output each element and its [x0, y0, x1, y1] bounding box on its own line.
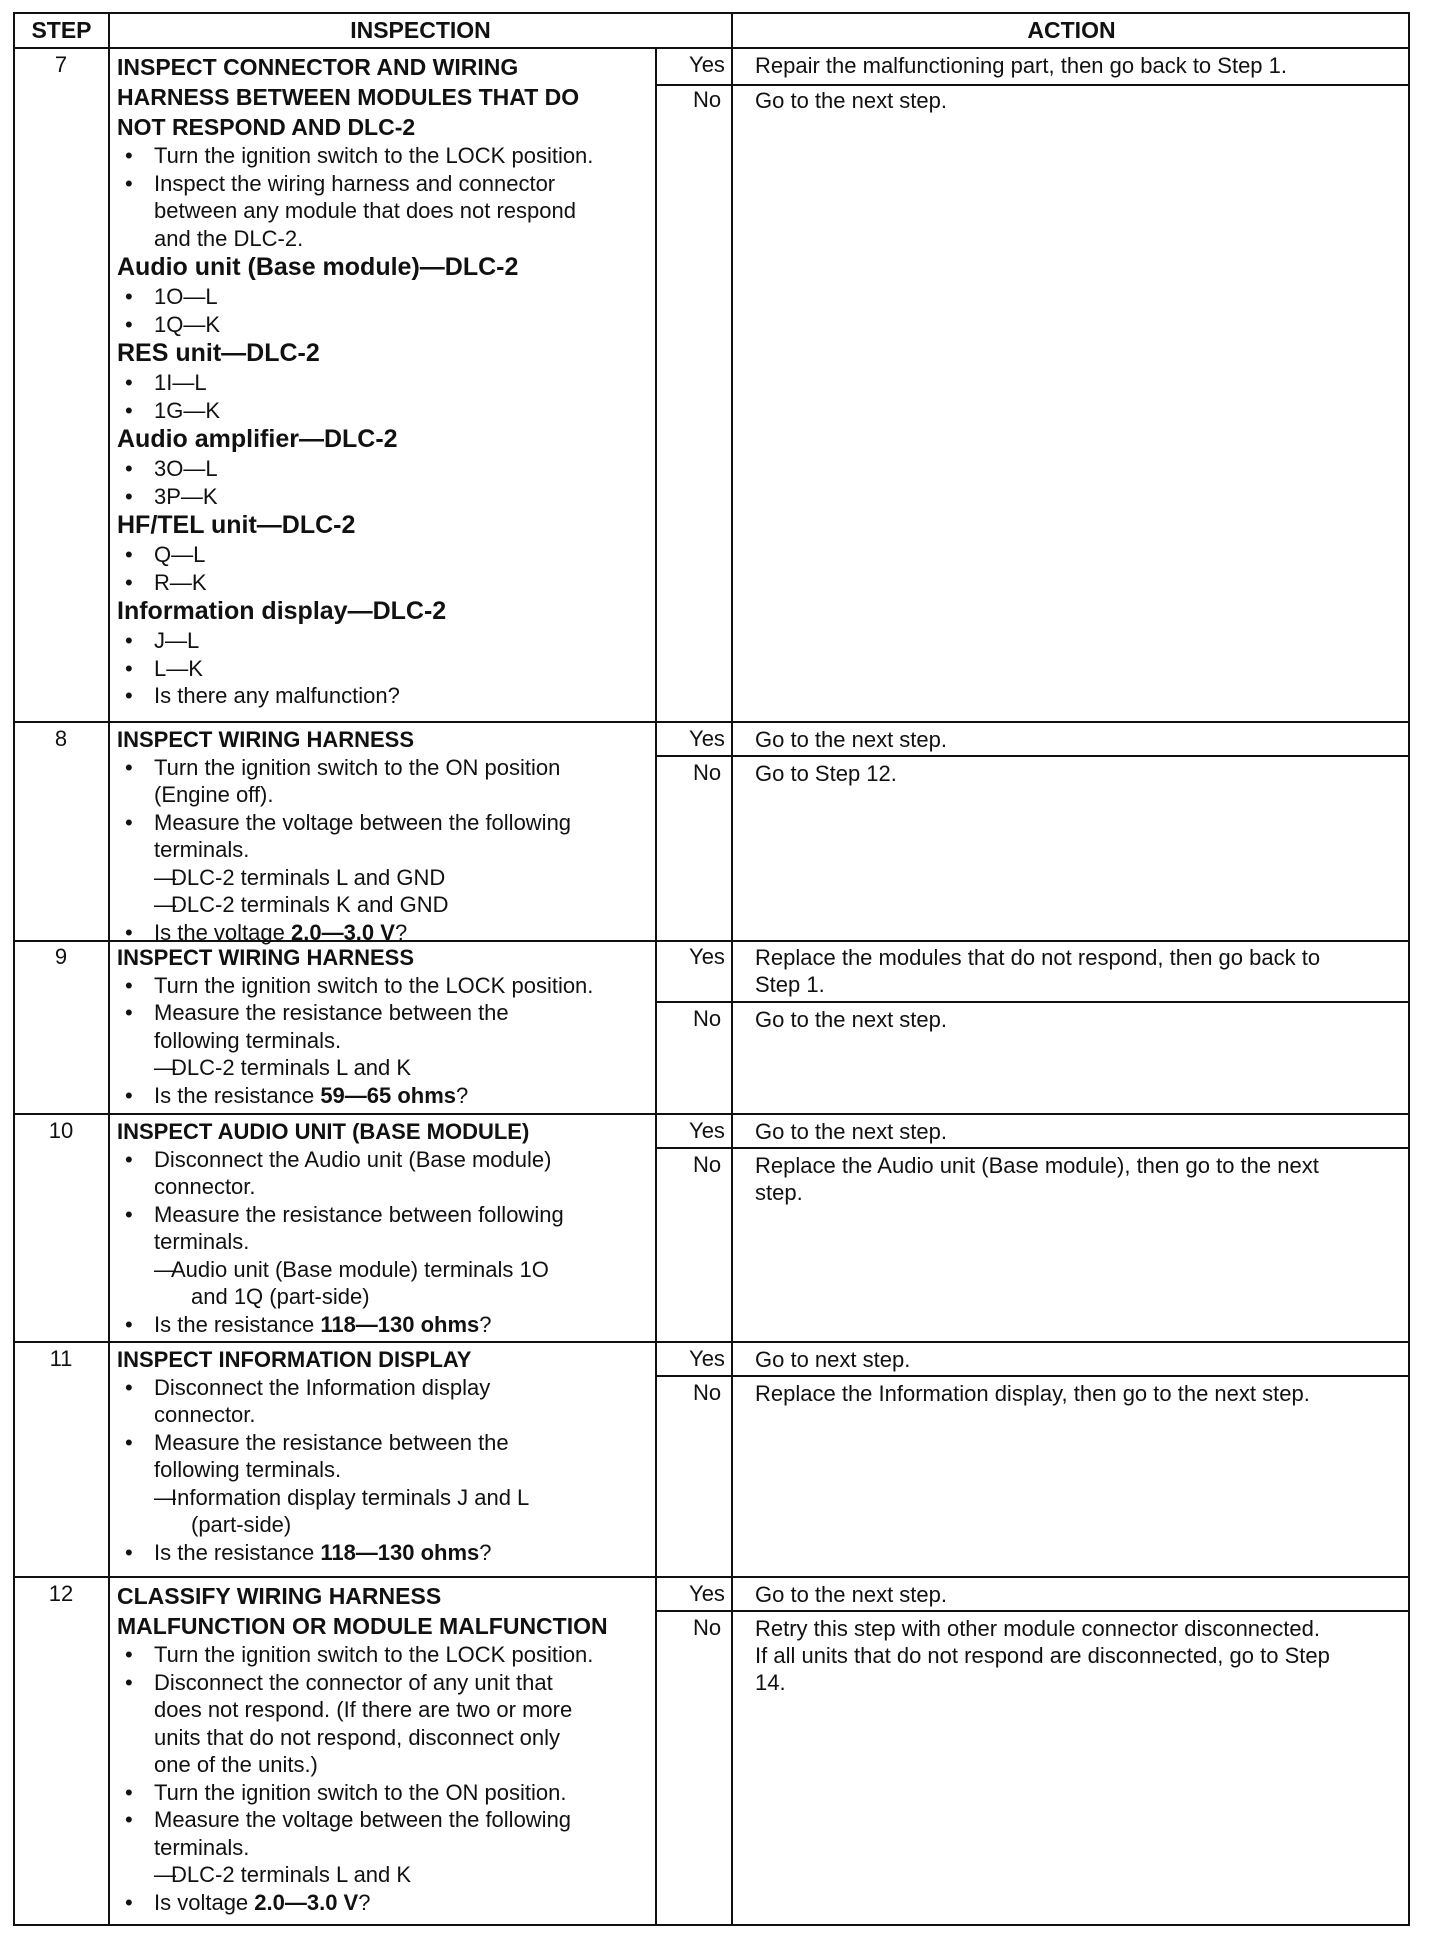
no-label: No	[692, 1615, 722, 1640]
bullet-item: • Turn the ignition switch to the LOCK position.	[117, 142, 662, 170]
bullet-continuation: terminals.	[154, 837, 250, 862]
terminal-pair: • L—K	[117, 655, 662, 683]
yes-label: Yes	[689, 52, 725, 77]
bullet-continuation: between any module that does not respond	[154, 198, 576, 223]
module-heading: Audio unit (Base module)—DLC-2	[117, 253, 519, 281]
row-divider	[15, 1341, 1408, 1343]
step-title-line: NOT RESPOND AND DLC-2	[117, 114, 416, 140]
step-title: INSPECT INFORMATION DISPLAY	[117, 1347, 472, 1372]
bullet-continuation: terminals.	[154, 1229, 250, 1254]
yes-action: Go to the next step.	[755, 1119, 948, 1144]
terminal-line: — DLC-2 terminals L and K	[154, 1862, 412, 1887]
step-number: 12	[48, 1581, 74, 1606]
terminal-pair: • 1Q—K	[117, 311, 662, 339]
bullet-continuation: one of the units.)	[154, 1752, 318, 1777]
terminal-continuation: and 1Q (part-side)	[191, 1284, 370, 1309]
action-line: Retry this step with other module connector disconnected.	[755, 1616, 1320, 1641]
header-divider	[15, 47, 1408, 49]
bullet-item: • Inspect the wiring harness and connector	[117, 170, 662, 198]
yes-no-divider	[655, 1001, 1408, 1003]
step-10-inspection	[117, 1118, 662, 1338]
spec-value: 59—65 ohms	[320, 1082, 457, 1108]
bullet-continuation: following terminals.	[154, 1027, 342, 1053]
question-text: Is the voltage	[154, 919, 291, 945]
row-divider	[15, 1576, 1408, 1578]
header-step: STEP	[31, 17, 92, 43]
yes-no-divider	[655, 84, 1408, 86]
bullet-item: • Disconnect the Information display	[117, 1374, 662, 1402]
no-label: No	[692, 760, 722, 785]
terminal-line: — DLC-2 terminals L and K	[154, 1055, 412, 1080]
bullet-item: • Measure the resistance between the	[117, 1429, 662, 1457]
question-text: Is the resistance	[154, 1082, 321, 1108]
module-heading: Audio amplifier—DLC-2	[117, 425, 398, 453]
yes-no-divider	[655, 1375, 1408, 1377]
question-text: Is the resistance	[154, 1539, 321, 1565]
step-title-line: HARNESS BETWEEN MODULES THAT DO	[117, 84, 580, 110]
no-action: Go to the next step.	[755, 88, 948, 113]
spec-value: 2.0—3.0 V	[254, 1889, 359, 1915]
bullet-continuation: connector.	[154, 1402, 256, 1427]
yes-no-divider	[655, 1610, 1408, 1612]
step-number: 11	[49, 1346, 73, 1371]
question-text: Is voltage	[154, 1889, 255, 1915]
action-line: 14.	[755, 1670, 786, 1695]
yes-no-divider	[655, 755, 1408, 757]
terminal-pair: • Q—L	[117, 541, 662, 569]
no-label: No	[692, 1380, 722, 1405]
question-mark: ?	[394, 919, 408, 945]
terminal-text: DLC-2 terminals L and K	[171, 1055, 412, 1080]
yes-label: Yes	[689, 726, 725, 751]
row-divider	[15, 721, 1408, 723]
yes-action: Go to next step.	[755, 1347, 911, 1372]
question-mark: ?	[479, 1311, 492, 1337]
yes-label: Yes	[689, 1118, 725, 1143]
spec-value: 118—130 ohms	[320, 1539, 480, 1565]
terminal-text: DLC-2 terminals L and K	[171, 1862, 412, 1887]
bullet-continuation: units that do not respond, disconnect only	[154, 1724, 561, 1750]
module-heading: HF/TEL unit—DLC-2	[117, 511, 356, 539]
bullet-item: • Measure the resistance between following	[117, 1201, 662, 1229]
step-number: 8	[54, 726, 68, 751]
terminal-pair: • J—L	[117, 627, 662, 655]
yes-label: Yes	[689, 1346, 725, 1371]
spec-value: 118—130 ohms	[320, 1311, 480, 1337]
yes-action: Repair the malfunctioning part, then go back to Step 1.	[755, 53, 1287, 78]
bullet-item: • Disconnect the connector of any unit that	[117, 1669, 662, 1697]
step-11-inspection	[117, 1346, 662, 1566]
terminal-pair: • 1G—K	[117, 397, 662, 425]
spec-value: 2.0—3.0 V	[290, 919, 395, 945]
question: • Is there any malfunction?	[117, 682, 662, 710]
step-number: 9	[54, 944, 68, 969]
terminal-text: Information display terminals J and L	[171, 1484, 530, 1510]
bullet-continuation: (Engine off).	[154, 782, 274, 807]
question-text: Is the resistance	[154, 1311, 321, 1337]
terminal-text: DLC-2 terminals L and GND	[171, 864, 446, 890]
terminal-line: — DLC-2 terminals K and GND	[154, 892, 449, 917]
terminal-continuation: (part-side)	[191, 1512, 292, 1537]
terminal-line: — Information display terminals J and L	[154, 1484, 530, 1510]
action-line: Replace the Audio unit (Base module), then go to the next	[755, 1153, 1319, 1178]
action-line: If all units that do not respond are disconnected, go to Step	[755, 1643, 1330, 1668]
step-7-inspection	[117, 52, 662, 710]
question	[117, 1082, 662, 1110]
question	[117, 1311, 662, 1339]
bullet-continuation: following terminals.	[154, 1457, 342, 1482]
bullet-item: • Measure the voltage between the following	[117, 1806, 662, 1834]
bullet-item: • Turn the ignition switch to the LOCK position.	[117, 972, 662, 1000]
step-title-line: CLASSIFY WIRING HARNESS	[117, 1583, 442, 1609]
action-line: step.	[755, 1180, 803, 1205]
terminal-line: — DLC-2 terminals L and GND	[154, 864, 446, 890]
bullet-item: • Measure the resistance between the	[117, 999, 662, 1027]
yes-label: Yes	[689, 944, 725, 969]
action-line: Step 1.	[755, 972, 825, 997]
step-title-line: INSPECT CONNECTOR AND WIRING	[117, 54, 519, 80]
terminal-pair: • 1I—L	[117, 369, 662, 397]
yes-no-divider	[655, 1147, 1408, 1149]
question	[117, 919, 662, 947]
step-9-inspection	[117, 944, 662, 1109]
question	[117, 1539, 662, 1567]
step-number: 10	[48, 1118, 74, 1143]
bullet-item: • Turn the ignition switch to the ON position	[117, 754, 662, 782]
question-mark: ?	[456, 1082, 469, 1108]
step-title: INSPECT WIRING HARNESS	[117, 727, 415, 752]
bullet-continuation: terminals.	[154, 1834, 250, 1860]
no-action: Go to Step 12.	[755, 761, 897, 786]
module-heading: Information display—DLC-2	[117, 597, 447, 625]
action-line: Replace the modules that do not respond, then go back to	[755, 945, 1321, 970]
yes-label: Yes	[689, 1581, 725, 1606]
question-mark: ?	[479, 1539, 492, 1565]
no-action	[745, 1615, 1405, 1696]
inspection-table	[13, 12, 1410, 1926]
no-label: No	[692, 1006, 722, 1031]
terminal-pair: • 3P—K	[117, 483, 662, 511]
header-inspection: INSPECTION	[350, 17, 491, 43]
terminal-text: DLC-2 terminals K and GND	[171, 892, 449, 917]
header-action: ACTION	[1027, 17, 1116, 43]
no-action: Replace the Information display, then go to the next step.	[755, 1381, 1310, 1406]
no-label: No	[692, 1152, 722, 1177]
no-label: No	[692, 87, 722, 112]
column-divider	[108, 14, 110, 1924]
terminal-text: Audio unit (Base module) terminals 1O	[171, 1256, 549, 1282]
terminal-pair: • 3O—L	[117, 455, 662, 483]
row-divider	[15, 1113, 1408, 1115]
bullet-item: • Disconnect the Audio unit (Base module)	[117, 1146, 662, 1174]
terminal-pair: • 1O—L	[117, 283, 662, 311]
bullet-continuation: and the DLC-2.	[154, 225, 304, 251]
terminal-pair: • R—K	[117, 569, 662, 597]
bullet-continuation: does not respond. (If there are two or more	[154, 1697, 573, 1722]
bullet-item: • Turn the ignition switch to the ON position.	[117, 1779, 662, 1807]
question	[117, 1889, 662, 1917]
bullet-item: • Turn the ignition switch to the LOCK position.	[117, 1641, 662, 1669]
module-heading: RES unit—DLC-2	[117, 339, 320, 367]
no-action: Go to the next step.	[755, 1007, 948, 1032]
step-title: INSPECT AUDIO UNIT (BASE MODULE)	[117, 1119, 530, 1144]
yes-action: Go to the next step.	[755, 727, 948, 752]
step-number: 7	[54, 52, 68, 77]
question-mark: ?	[358, 1889, 371, 1915]
step-title-line: MALFUNCTION OR MODULE MALFUNCTION	[117, 1613, 608, 1639]
bullet-continuation: connector.	[154, 1174, 256, 1199]
step-title: INSPECT WIRING HARNESS	[117, 945, 415, 970]
yes-action	[745, 944, 1405, 998]
no-action	[745, 1152, 1405, 1206]
terminal-line: — Audio unit (Base module) terminals 1O	[154, 1256, 549, 1282]
yes-action: Go to the next step.	[755, 1582, 948, 1607]
bullet-item: • Measure the voltage between the following	[117, 809, 662, 837]
step-8-inspection	[117, 726, 662, 946]
step-12-inspection	[117, 1581, 662, 1916]
